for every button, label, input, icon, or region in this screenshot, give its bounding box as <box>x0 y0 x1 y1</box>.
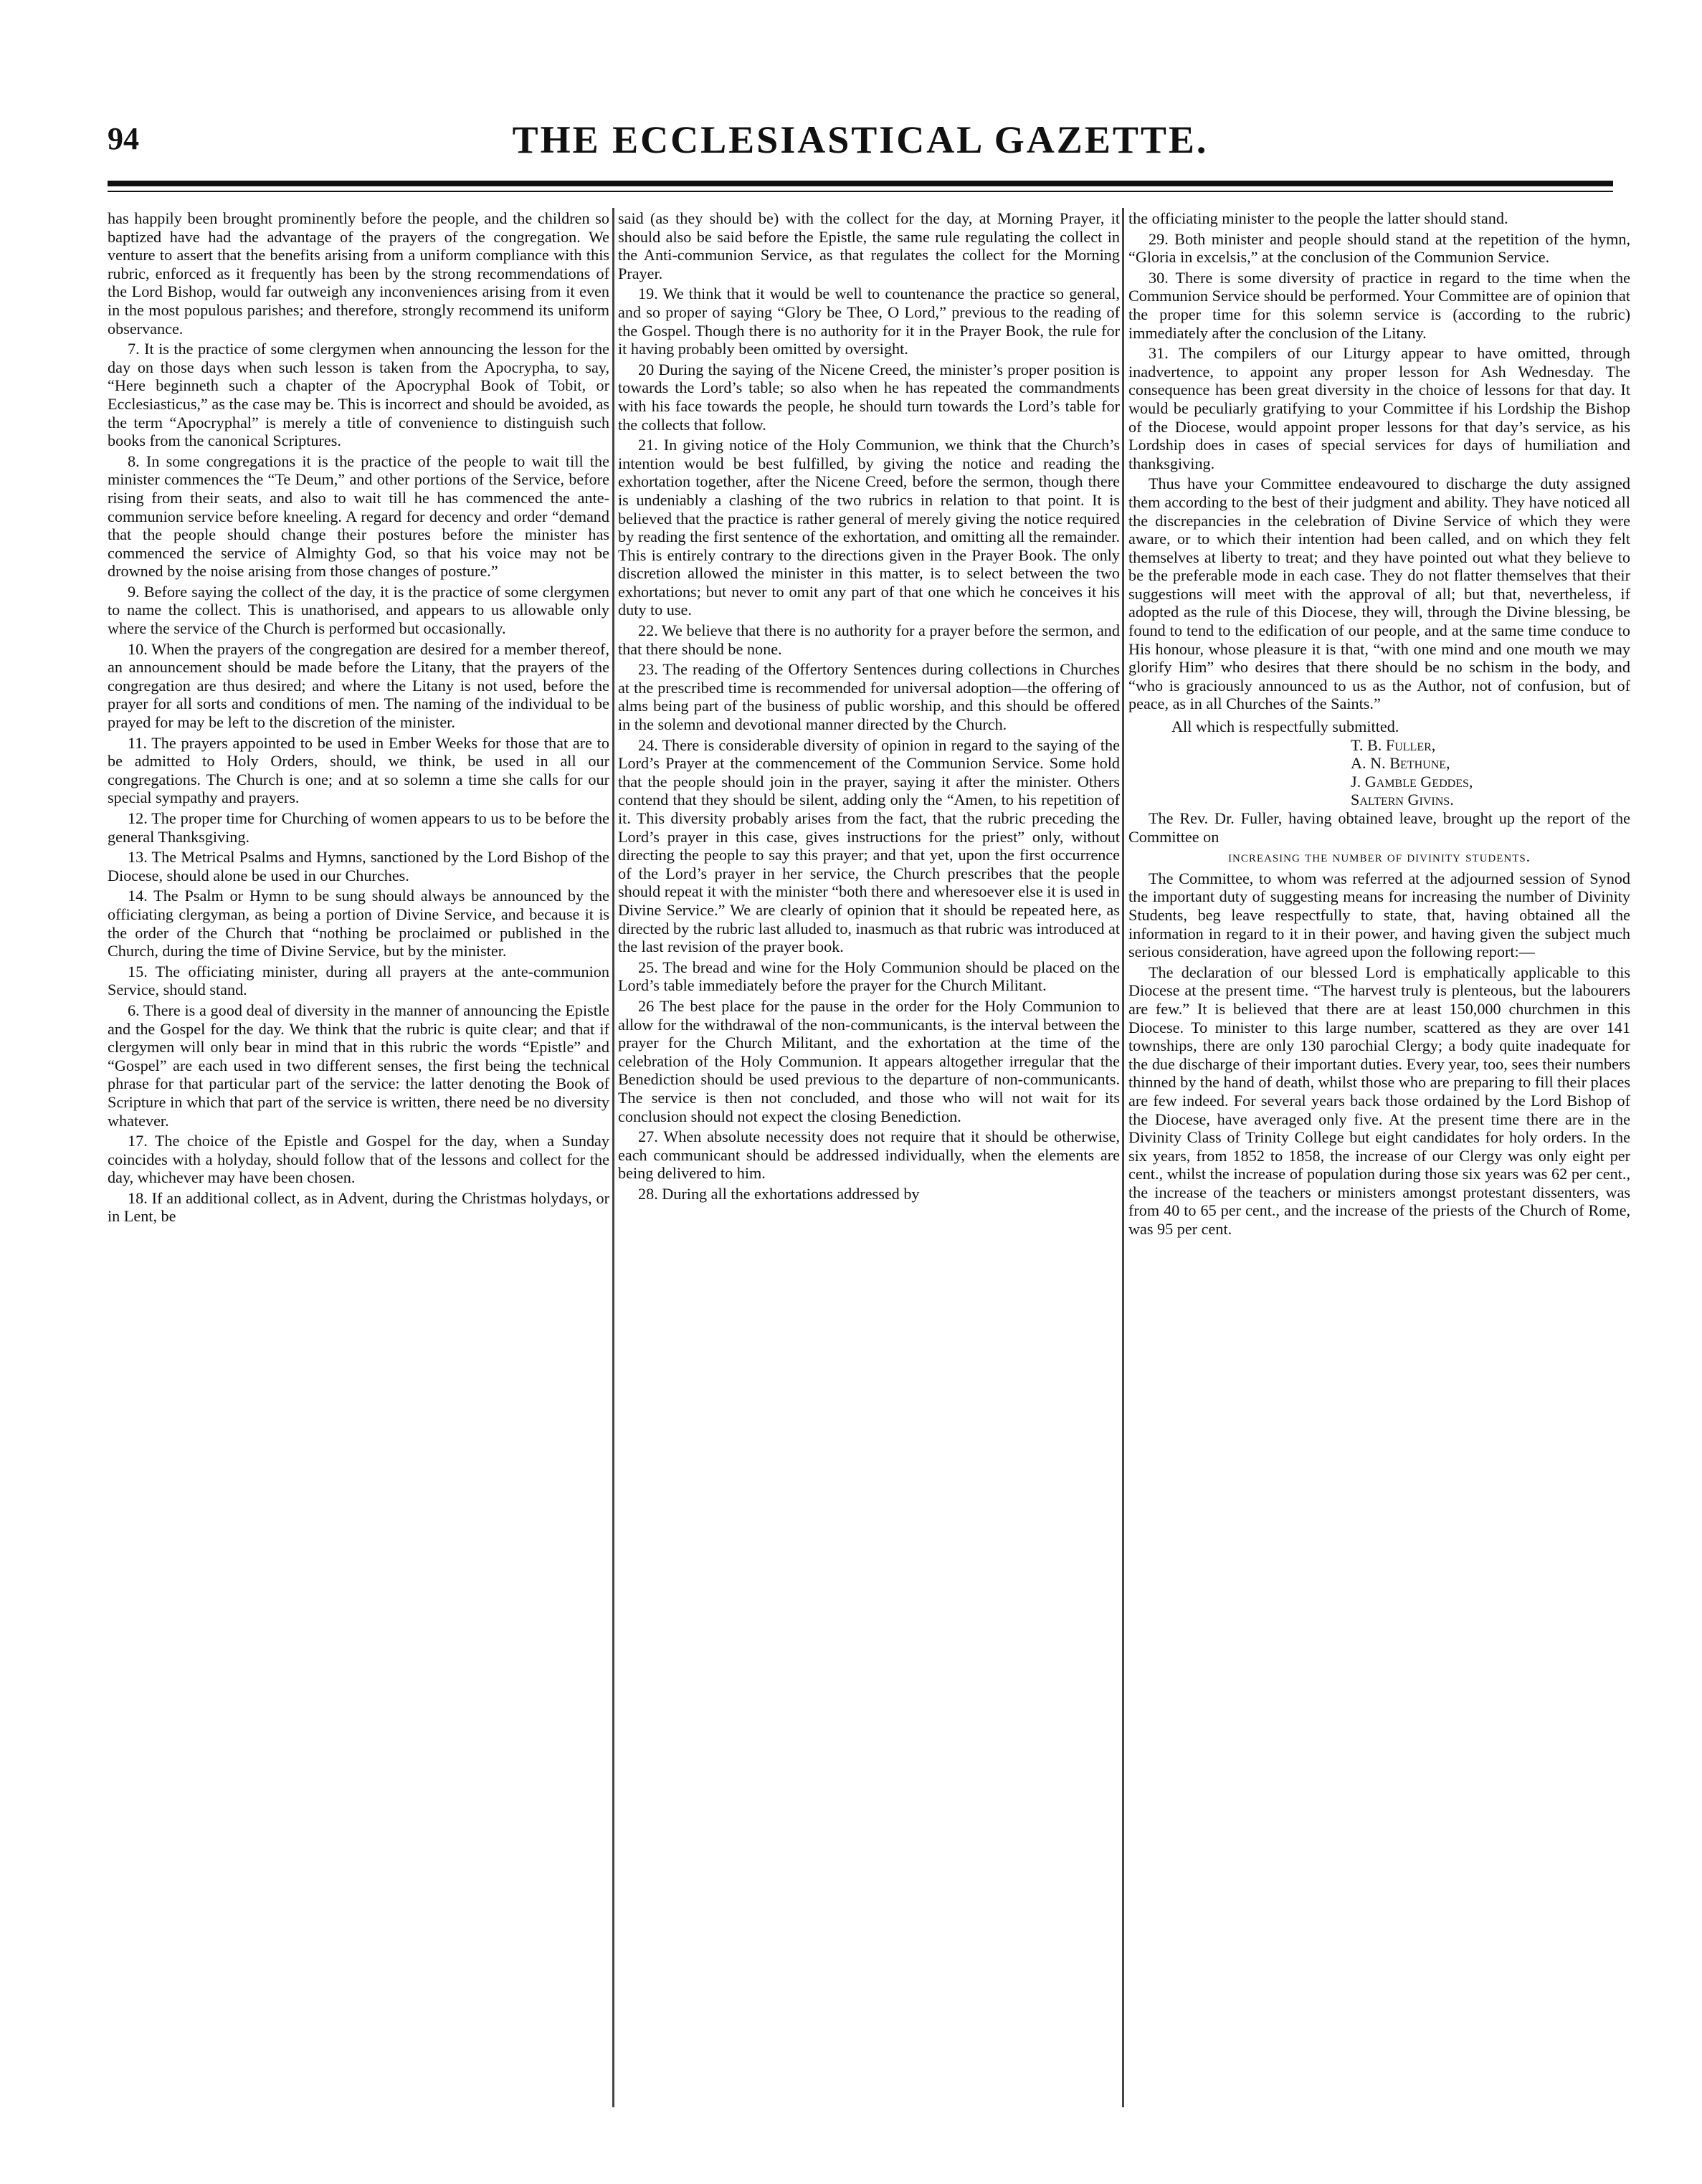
signatory: Saltern Givins. <box>1351 791 1454 809</box>
paragraph: 23. The reading of the Offertory Sentences during collections in Churches at the prescribed time is recommended for universal adoption—the offering of alms being part of the business of public worship, and this should be offered in the solemn and devotional manner directed by the Church. <box>618 660 1120 734</box>
paragraph: 28. During all the exhortations addressed by <box>638 1184 920 1203</box>
header-rule-thick <box>108 181 1613 186</box>
signature-note: All which is respectfully submitted. <box>1171 717 1399 736</box>
section-subheading: increasing the number of divinity students. <box>1228 848 1531 866</box>
paragraph: 29. Both minister and people should stand at the repetition of the hymn, “Gloria in excelsis,” at the conclusion of the Communion Service. <box>1128 229 1630 267</box>
signatory: J. Gamble Geddes, <box>1351 772 1473 791</box>
paragraph: 25. The bread and wine for the Holy Communion should be placed on the Lord’s table immediately before the prayer for the Church Militant. <box>618 958 1120 995</box>
paragraph: 26 The best place for the pause in the order for the Holy Communion to allow for the withdrawal of the non-communicants, is the interval between the prayer for the Church Militant, and the exhortation at the time of the celebration of the Holy Communion. It appears altogether irregular that the Benediction should be used previous to the departure of non-communicants. The service is then not concluded, and those who will not wait for its conclusion should not expect the closing Benediction. <box>618 996 1120 1125</box>
paragraph: 31. The compilers of our Liturgy appear to have omitted, through inadvertence, to appoint any proper lesson for Ash Wednesday. The consequence has been great diversity in the choice of lessons for that day. It would be peculiarly gratifying to your Committee if his Lordship the Bishop of the Diocese, would appoint proper lessons for that day’s service, as his Lordship does in cases of special services for days of humiliation and thanksgiving. <box>1128 344 1630 472</box>
paragraph: 30. There is some diversity of practice in regard to the time when the Communion Service should be performed. Your Committee are of opinion that the proper time for this solemn service is (according to the rubric) immediately after the conclusion of the Litany. <box>1128 268 1630 342</box>
paragraph: 15. The officiating minister, during all prayers at the ante-communion Service, should stand. <box>108 962 609 999</box>
column-2 <box>618 209 1120 2145</box>
paragraph: 18. If an additional collect, as in Advent, during the Christmas holydays, or in Lent, be <box>108 1188 609 1226</box>
page-header <box>108 120 1613 171</box>
paragraph: 17. The choice of the Epistle and Gospel for the day, when a Sunday coincides with a holyday, should follow that of the lessons and collect for the day, whichever may have been chosen. <box>108 1132 609 1187</box>
page-number: 94 <box>108 121 139 156</box>
paragraph: The Rev. Dr. Fuller, having obtained leave, brought up the report of the Committee on <box>1128 809 1630 846</box>
paragraph: The declaration of our blessed Lord is emphatically applicable to this Diocese at the present time. “The harvest truly is plenteous, but the labourers are few.” It is believed that there are at least 150,000 churchmen in this Diocese. To minister to this large number, scattered as they are over 141 townships, there are only 130 parochial Clergy; a body quite inadequate for the due discharge of their important duties. Every year, too, sees their numbers thinned by the hand of death, whilst those who are preparing to fill their places are few indeed. For several years back those ordained by the Lord Bishop of the Diocese, have averaged only five. At the present time there are in the Divinity Class of Trinity College but eight candidates for holy orders. In the six years, from 1852 to 1858, the increase of our Clergy was only eight per cent., whilst the increase of population during those six years was 62 per cent., the increase of the teachers or ministers amongst protestant dissenters, was from 40 to 65 per cent., and the increase of the priests of the Church of Rome, was 95 per cent. <box>1128 963 1630 1239</box>
paragraph: 6. There is a good deal of diversity in the manner of announcing the Epistle and the Gospel for the day. We think that the rubric is quite clear; and that if clergymen will only bear in mind that in this rubric the words “Epistle” and “Gospel” are each used in two different senses, the first being the technical phrase for that particular part of the service: the latter denoting the Book of Scripture in which that part of the service is written, there need be no diversity whatever. <box>108 1001 609 1130</box>
paragraph: The Committee, to whom was referred at the adjourned session of Synod the important duty of suggesting means for increasing the number of Divinity Students, beg leave respectfully to state, that, having obtained all the information in regard to it in their power, and having given the subject much serious consideration, have agreed upon the following report:— <box>1128 869 1630 961</box>
paragraph: said (as they should be) with the collect for the day, at Morning Prayer, it should also be said before the Epistle, the same rule regulating the collect in the Anti-communion Service, as that regulates the collect for the Morning Prayer. <box>618 209 1120 282</box>
paragraph: 27. When absolute necessity does not require that it should be otherwise, each communicant should be addressed individually, when the elements are being delivered to him. <box>618 1127 1120 1183</box>
masthead-title: THE ECCLESIASTICAL GAZETTE. <box>512 118 1209 161</box>
paragraph: has happily been brought prominently before the people, and the children so baptized have had the advantage of the prayers of the congregation. We venture to assert that the benefits arising from a uniform compliance with this rubric, enforced as it frequently has been by the strong recommendations of the Lord Bishop, would far outweigh any inconveniences arising from it even in the most populous parishes; and therefore, strongly recommend its uniform observance. <box>108 209 609 338</box>
paragraph: 12. The proper time for Churching of women appears to us to be before the general Thanksgiving. <box>108 809 609 846</box>
paragraph: 19. We think that it would be well to countenance the practice so general, and so proper of saying “Glory be Thee, O Lord,” previous to the reading of the Gospel. Though there is no authority for it in the Prayer Book, the rule for it having probably been omitted by oversight. <box>618 285 1120 358</box>
paragraph: 13. The Metrical Psalms and Hymns, sanctioned by the Lord Bishop of the Diocese, should alone be used in our Churches. <box>108 848 609 884</box>
paragraph: Thus have your Committee endeavoured to discharge the duty assigned them according to the best of their judgment and ability. They have noticed all the discrepancies in the celebration of Divine Service of which they were aware, or to which their intention had been called, and on which they felt themselves at liberty to treat; and they have pointed out what they believe to be the preferable mode in each case. They do not flatter themselves that their suggestions will meet with the approval of all; but that, nevertheless, if adopted as the rule of this Diocese, they will, through the Divine blessing, be found to tend to the edification of our people, and at the same time conduce to His honour, whose pleasure it is that, “with one mind and one mouth we may glorify Him” who desires that there should be no schism in the body, and “who is graciously announced to us as the Author, not of confusion, but of peace, as in all Churches of the Saints.” <box>1128 475 1630 713</box>
paragraph: 20 During the saying of the Nicene Creed, the minister’s proper position is towards the Lord’s table; so also when he has repeated the commandments with his face towards the people, he should turn towards the Lord’s table for the collects that follow. <box>618 360 1120 434</box>
paragraph: 9. Before saying the collect of the day, it is the practice of some clergymen to name the collect. This is unathorised, and appears to us allowable only where the service of the Church is performed but occasionally. <box>108 582 609 638</box>
signature-block <box>1128 717 1630 809</box>
paragraph: 21. In giving notice of the Holy Communion, we think that the Church’s intention would be best fulfilled, by giving the notice and reading the exhortation together, after the Nicene Creed, before the sermon, though there is undeniably a clashing of the two rubrics in relation to that point. It is believed that the practice is rather general of merely giving the notice required by reading the first sentence of the exhortation, and omitting all the remainder. This is entirely contrary to the directions given in the Prayer Book. The only discretion allowed the minister in this matter, is to select between the two exhortations; but never to omit any part of that one which he conceives it his duty to use. <box>618 436 1120 619</box>
signatory: A. N. Bethune, <box>1351 754 1450 773</box>
column-divider <box>612 208 614 2107</box>
header-rule-thin <box>108 191 1613 192</box>
paragraph: 24. There is considerable diversity of opinion in regard to the saying of the Lord’s Prayer at the commencement of the Communion Service. Some hold that the people should join in the prayer, saying it after the minister. Others contend that they should be silent, adding only the “Amen, to his repetition of it. This diversity probably arises from the fact, that the rubric preceding the Lord’s prayer in this case, gives instructions for the priest” only, without directing the people to say this prayer; and that yet, upon the first occurrence of the Lord’s prayer in her service, the Church prescribes that the people should repeat it with the minister “both there and wheresoever else it is used in Divine Service.” We are clearly of opinion that it should be repeated here, as directed by the rubric last alluded to, inasmuch as that rubric was introduced at the last revision of the prayer book. <box>618 735 1120 956</box>
signatory: T. B. Fuller, <box>1351 735 1436 754</box>
paragraph: 11. The prayers appointed to be used in Ember Weeks for those that are to be admitted to Holy Orders, should, we think, be used in all our congregations. The Church is one; and at so solemn a time she calls for our special sympathy and prayers. <box>108 733 609 807</box>
column-1 <box>108 209 609 2145</box>
paragraph: 8. In some congregations it is the practice of the people to wait till the minister commences the “Te Deum,” and other portions of the Service, before rising from their seats, and also to wait till he has commenced the ante-communion service before kneeling. A regard for decency and order “demand that the people should change their postures before the minister has commenced the service of Almighty God, so that his voice may not be drowned by the noise arising from those changes of posture.” <box>108 452 609 581</box>
paragraph: 10. When the prayers of the congregation are desired for a member thereof, an announcement should be made before the Litany, that the prayers of the congregation are thus desired; and where the Litany is not used, before the prayer for all sorts and conditions of men. The naming of the individual to be prayed for may be left to the discretion of the minister. <box>108 639 609 732</box>
paragraph: 22. We believe that there is no authority for a prayer before the sermon, and that there should be none. <box>618 621 1120 658</box>
column-divider <box>1122 208 1124 2107</box>
column-3 <box>1128 209 1630 2145</box>
paragraph: the officiating minister to the people the latter should stand. <box>1128 209 1508 227</box>
paragraph: 7. It is the practice of some clergymen when announcing the lesson for the day on those days when such lesson is taken from the Apocrypha, to say, “Here beginneth such a chapter of the Apocryphal Book of Tobit, or Ecclesiasticus,” as the case may be. This is incorrect and should be avoided, as the term “Apocryphal” is merely a title of convenience to distinguish such books from the canonical Scriptures. <box>108 340 609 450</box>
paragraph: 14. The Psalm or Hymn to be sung should always be announced by the officiating clergyman, as being a portion of Divine Service, and because it is the order of the Church that “nothing be proclaimed or published in the Church, during the time of Divine Service, but by the minister. <box>108 887 609 960</box>
